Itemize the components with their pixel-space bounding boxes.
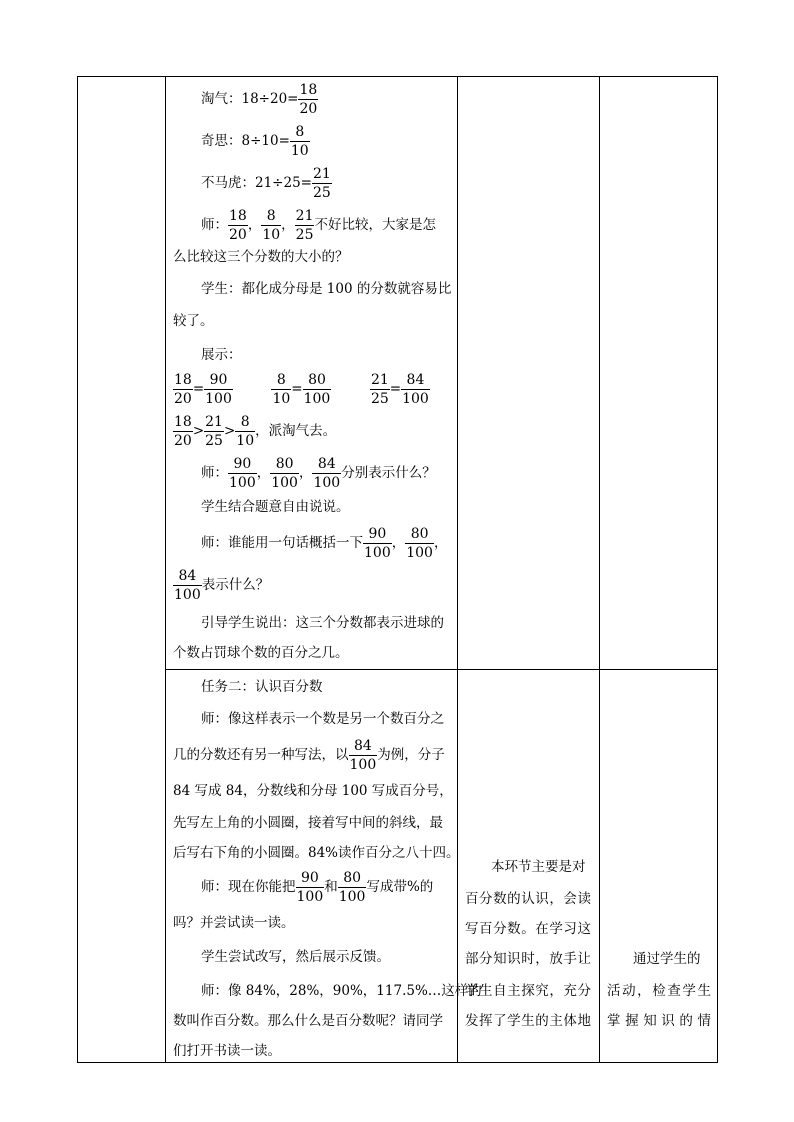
- line-teacher-meaning: 师： $\frac{90}{100}$ ， $\frac{80}{100}$ ， $\frac{84}{100}$ 分别表示什么？: [201, 456, 436, 491]
- task2-line-1: 师：像这样表示一个数是另一个数百分之: [201, 711, 444, 727]
- task2-line-4: 先写左上角的小圆圈，接着写中间的斜线，最: [173, 815, 443, 831]
- eval-line-3: 掌握知识的情: [607, 1013, 711, 1029]
- intent-line-1: 本环节主要是对: [491, 859, 586, 875]
- line-guide-cont: 个数占罚球个数的百分之几。: [173, 645, 349, 661]
- line-taoqi: 淘气：18÷20= $\frac{18}{20}$: [201, 82, 318, 117]
- task2-line-6: 师：现在你能把 $\frac{90}{100}$ 和 $\frac{80}{100}$ 写成带%的: [201, 870, 434, 905]
- line-conversions: $\frac{18}{20}$ = $\frac{90}{100}$ $\frac{8}{10}$ = $\frac{80}{100}$ $\frac{21}{25}$ = $\frac{84}{100}$: [174, 372, 429, 407]
- intent-line-3: 写百分数。在学习这: [465, 921, 591, 937]
- eval-line-2: 活动，检查学生: [607, 983, 711, 999]
- line-compare-question: 么比较这三个分数的大小的？: [173, 249, 349, 265]
- task2-title: 任务二：认识百分数: [201, 679, 323, 695]
- task2-line-5: 后写右下角的小圆圈。84%读作百分之八十四。: [173, 845, 460, 861]
- intent-line-6: 发挥了学生的主体地: [465, 1013, 591, 1029]
- task2-line-10: 数叫作百分数。那么什么是百分数呢？请同学: [173, 1013, 443, 1029]
- line-order: $\frac{18}{20}$ > $\frac{21}{25}$ > $\frac{8}{10}$ ，派淘气去。: [174, 414, 337, 449]
- line-guide: 引导学生说出：这三个分数都表示进球的: [201, 615, 444, 631]
- evaluation-cell: [599, 669, 719, 1064]
- line-qisi: 奇思：8÷10= $\frac{8}{10}$: [201, 124, 309, 159]
- line-student-free: 学生结合题意自由说说。: [201, 499, 350, 515]
- intent-line-4: 部分知识时，放手让: [465, 951, 591, 967]
- line-show: 展示：: [201, 347, 242, 363]
- line-teacher-compare: 师： $\frac{18}{20}$ ， $\frac{8}{10}$ ， $\frac{21}{25}$ 不好比较，大家是怎: [201, 208, 436, 243]
- line-student-answer: 学生：都化成分母是 100 的分数就容易比: [201, 281, 452, 297]
- process-cell-task2: [165, 669, 482, 1064]
- lesson-table: [77, 76, 718, 1063]
- line-teacher-summary: 师：谁能用一句话概括一下 $\frac{90}{100}$ ， $\frac{80}{100}$ ，: [201, 526, 448, 561]
- line-teacher-summary-cont: $\frac{84}{100}$ 表示什么？: [174, 568, 270, 603]
- task2-line-8: 学生尝试改写，然后展示反馈。: [201, 949, 390, 965]
- fraction-8-10: $\frac{8}{10}$: [290, 124, 309, 159]
- intent-line-5: 学生自主探究，充分: [465, 983, 591, 999]
- design-intent-cell: [457, 669, 599, 1064]
- task2-line-11: 们打开书读一读。: [173, 1043, 281, 1059]
- task2-line-9: 师：像 84%，28%，90%，117.5%…这样的: [201, 983, 482, 999]
- process-cell-task1: [165, 77, 457, 669]
- fraction-21-25: $\frac{21}{25}$: [312, 166, 331, 201]
- task2-line-3: 84 写成 84，分数线和分母 100 写成百分号，: [173, 783, 453, 799]
- intent-line-2: 百分数的认识，会读: [465, 891, 591, 907]
- line-bumahu: 不马虎：21÷25= $\frac{21}{25}$: [201, 166, 331, 201]
- task2-line-2: 几的分数还有另一种写法，以 $\frac{84}{100}$ 为例，分子: [173, 738, 445, 773]
- fraction-18-20: $\frac{18}{20}$: [299, 82, 318, 117]
- task2-line-7: 吗？并尝试读一读。: [173, 915, 295, 931]
- eval-line-1: 通过学生的: [633, 951, 701, 967]
- line-student-answer-cont: 较了。: [173, 313, 214, 329]
